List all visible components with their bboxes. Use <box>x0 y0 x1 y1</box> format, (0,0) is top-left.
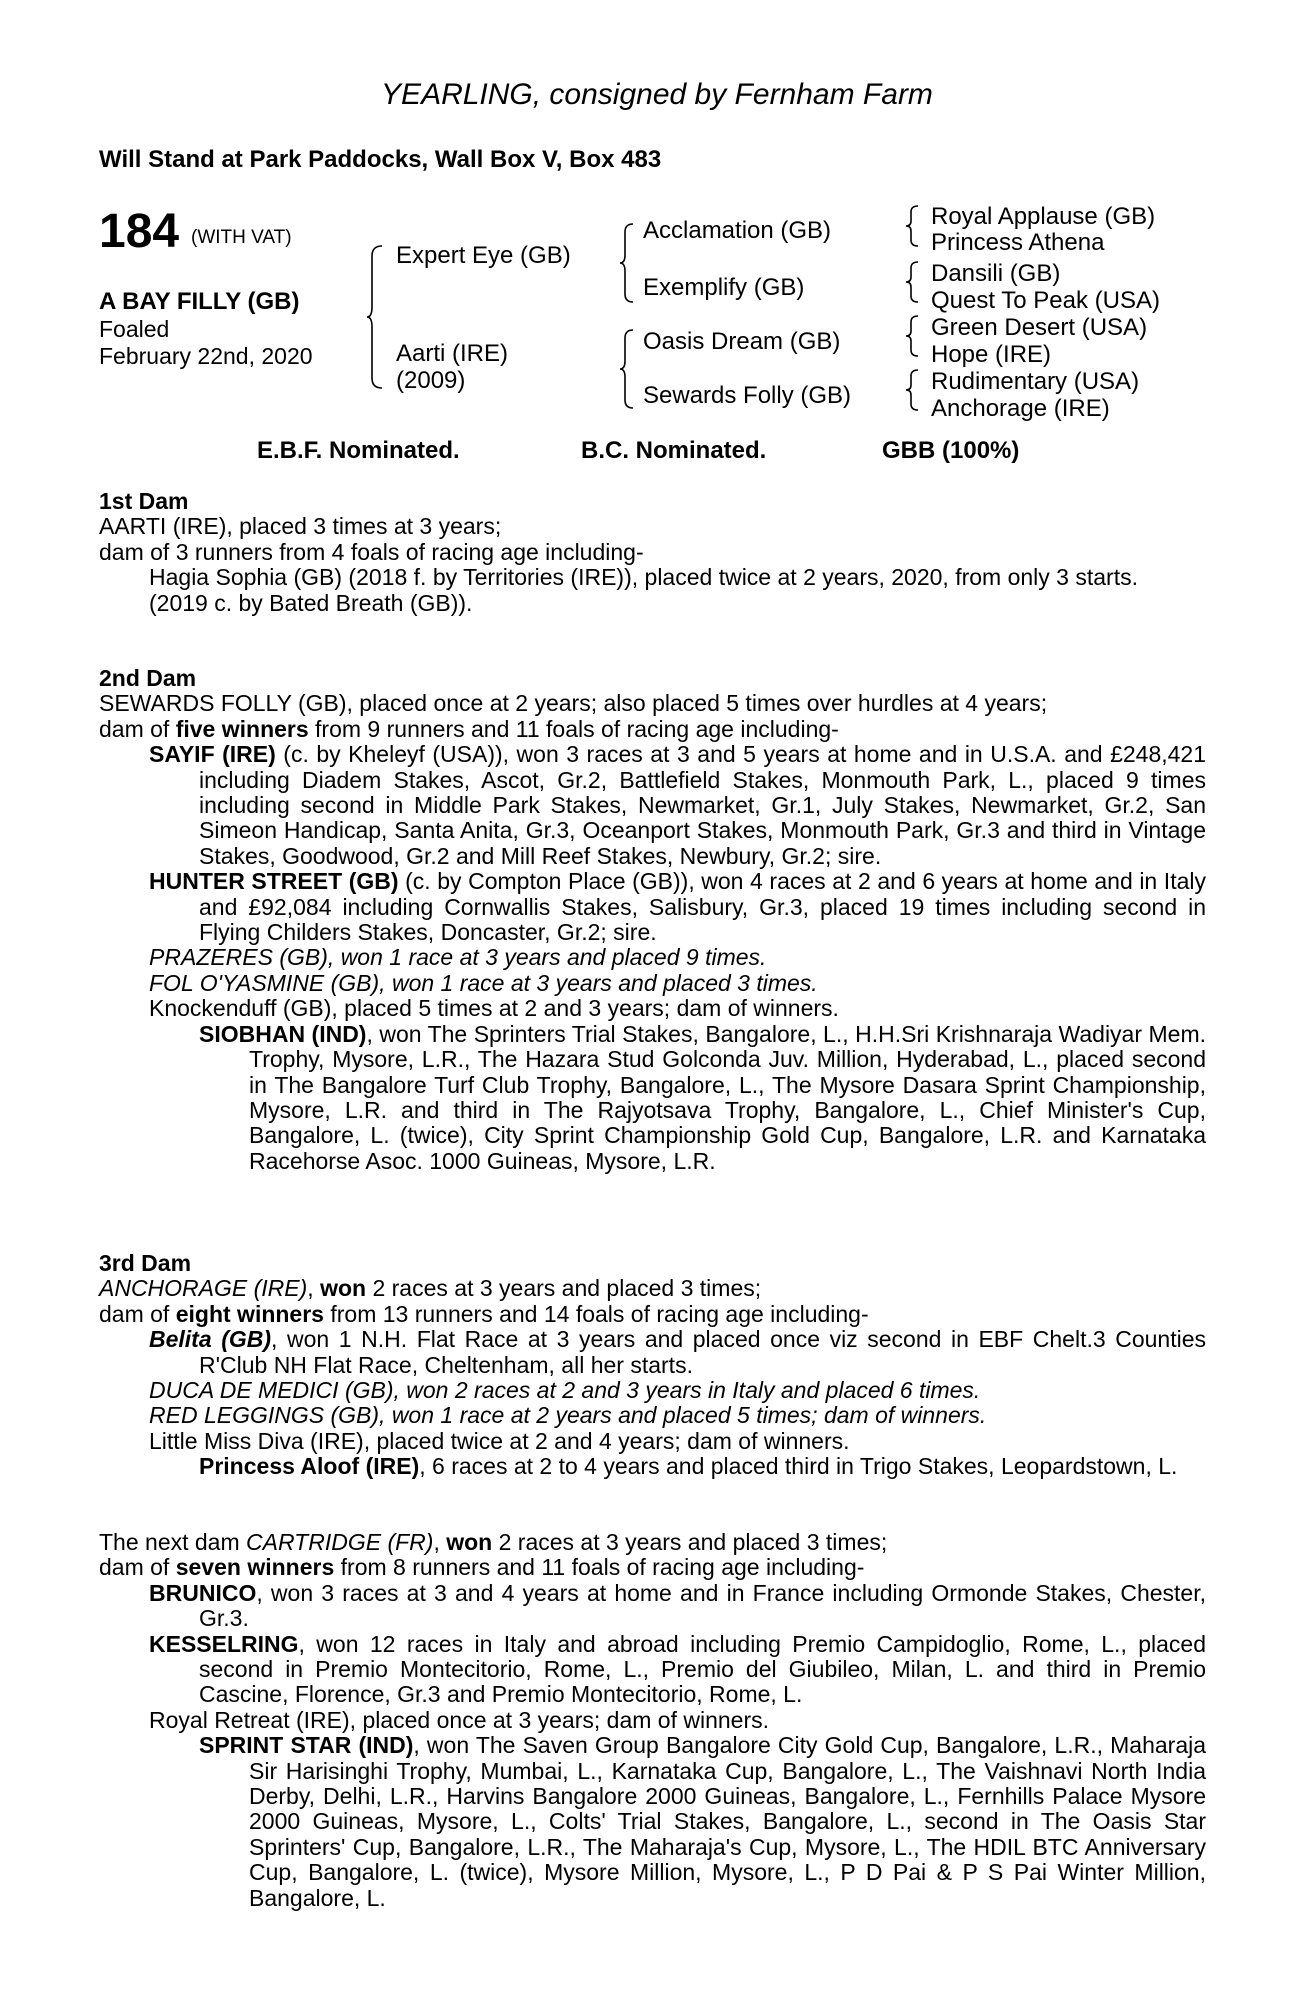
winners-count: seven winners <box>175 1554 335 1581</box>
horse-name: KESSELRING <box>149 1630 299 1657</box>
pedigree-g4: Quest To Peak (USA) <box>931 287 1160 314</box>
pedigree-brace-dam <box>619 328 637 410</box>
foaled-info <box>99 316 313 370</box>
horse-name: HUNTER STREET (GB) <box>149 868 399 895</box>
second-dam-line: SEWARDS FOLLY (GB), placed once at 2 years; also placed 5 times over hurdles at 4 years; <box>99 690 1048 717</box>
next-dam-line <box>99 1530 1206 1555</box>
pedigree-g6: Hope (IRE) <box>931 341 1052 368</box>
produce-entry-knockenduff: Knockenduff (GB), placed 5 times at 2 and 3 years; dam of winners. <box>149 995 839 1022</box>
foaled-date: February 22nd, 2020 <box>99 343 313 369</box>
pedigree-dam-sire: Oasis Dream (GB) <box>643 328 841 355</box>
produce-entry-sayif <box>149 741 1207 869</box>
pedigree-g3: Dansili (GB) <box>931 260 1061 287</box>
bc-nomination: B.C. Nominated. <box>581 437 767 464</box>
pedigree-sire-sire: Acclamation (GB) <box>643 217 832 244</box>
produce-entry-red-leggings: RED LEGGINGS (GB), won 1 race at 2 years and placed 5 times; dam of winners. <box>149 1402 987 1429</box>
stand-location: Will Stand at Park Paddocks, Wall Box V, Box 483 <box>99 146 662 173</box>
pedigree-brace-sire <box>619 222 637 304</box>
pedigree-brace-main <box>366 244 386 390</box>
third-dam-heading: 3rd Dam <box>99 1250 192 1276</box>
winners-count: eight winners <box>175 1300 324 1327</box>
race-record: , won 12 races in Italy and abroad including Premio Campidoglio, Rome, L., placed second in Premio Montecitorio, Rome, L., Premio del Giubileo, Milan, L. and third in Premio Cascine, Florence, Gr.3 and Premio Montecitorio, Rome, L. <box>199 1630 1206 1708</box>
produce-entry-fol-oyasmine: FOL O'YASMINE (GB), won 1 race at 3 years and placed 3 times. <box>149 969 818 996</box>
separator: , <box>307 1275 321 1302</box>
pedigree-g5: Green Desert (USA) <box>931 314 1148 341</box>
horse-name: SPRINT STAR (IND) <box>199 1732 414 1759</box>
produce-entry-princess-aloof <box>199 1453 1206 1480</box>
third-dam-section <box>99 1251 1206 1480</box>
pedigree-sire-dam: Exemplify (GB) <box>643 274 805 301</box>
second-dam-produce-summary <box>99 717 1206 742</box>
foaled-label: Foaled <box>99 316 170 342</box>
record-text: The next dam <box>99 1529 247 1555</box>
pedigree-g7: Rudimentary (USA) <box>931 368 1140 395</box>
pedigree-g8: Anchorage (IRE) <box>931 395 1110 422</box>
produce-entry-prazeres: PRAZERES (GB), won 1 race at 3 years and placed 9 times. <box>149 944 767 971</box>
produce-entry-brunico <box>149 1579 1206 1632</box>
race-record: , won 1 N.H. Flat Race at 3 years and placed once viz second in EBF Chelt.3 Counties R'Club NH Flat Race, Cheltenham, all her starts. <box>199 1326 1206 1378</box>
vat-note: (WITH VAT) <box>191 227 292 248</box>
horse-name: Princess Aloof (IRE) <box>199 1453 420 1480</box>
pedigree-g2: Princess Athena <box>931 229 1105 256</box>
first-dam-produce-1: Hagia Sophia (GB) (2018 f. by Territories (IRE)), placed twice at 2 years, 2020, from only 3 starts. <box>149 564 1138 591</box>
record-text: 2 races at 3 years and placed 3 times; <box>492 1529 888 1555</box>
pedigree-brace-g3 <box>905 314 921 358</box>
produce-entry-siobhan <box>199 1020 1206 1174</box>
horse-name: Belita (GB) <box>149 1326 272 1353</box>
produce-entry-kesselring <box>149 1630 1206 1708</box>
gbb-rating: GBB (100%) <box>882 437 1020 464</box>
record-text: 2 races at 3 years and placed 3 times; <box>366 1275 762 1302</box>
second-dam-section <box>99 666 1206 1174</box>
produce-entry-belita <box>149 1326 1206 1378</box>
race-record: , won The Saven Group Bangalore City Gold Cup, Bangalore, L.R., Maharaja Sir Harisinghi Trophy, Mumbai, L., Karnataka Cup, Bangalore, L., The Vaishnavi North India Derby, Delhi, L.R., Harvins Bangalore 2000 Guineas, Bangalore, L., Fernhills Palace Mysore 2000 Guineas, Mysore, L., Colts' Trial Stakes, Bangalore, L., second in The Oasis Star Sprinters' Cup, Bangalore, L.R., The Maharaja's Cup, Mysore, L., The HDIL BTC Anniversary Cup, Bangalore, L. (twice), Mysore Million, Mysore, L., P D Pai & P S Pai Winter Million, Bangalore, L. <box>249 1732 1207 1911</box>
pedigree-brace-g2 <box>905 260 921 304</box>
third-dam-line <box>99 1276 1206 1301</box>
ebf-nomination: E.B.F. Nominated. <box>257 437 460 464</box>
next-dam-produce-summary <box>99 1555 1206 1580</box>
first-dam-line: AARTI (IRE), placed 3 times at 3 years; <box>99 513 502 540</box>
horse-name: SAYIF (IRE) <box>149 741 276 768</box>
summary-text: dam of <box>99 715 176 742</box>
horse-name: SIOBHAN (IND) <box>199 1020 367 1047</box>
race-record: , won The Sprinters Trial Stakes, Bangalore, L., H.H.Sri Krishnaraja Wadiyar Mem. Trophy, Mysore, L.R., The Hazara Stud Golconda Juv. Million, Hyderabad, L., placed second in The Bangalore Turf Club Trophy, Bangalore, L., The Mysore Dasara Sprint Championship, Mysore, L.R. and third in The Rajyotsava Trophy, Bangalore, L., Chief Minister's Cup, Bangalore, L. (twice), City Sprint Championship Gold Cup, Bangalore, L.R. and Karnataka Racehorse Asoc. 1000 Guineas, Mysore, L.R. <box>249 1020 1206 1174</box>
summary-text: from 9 runners and 11 foals of racing age including- <box>308 715 839 742</box>
pedigree-g1: Royal Applause (GB) <box>931 203 1156 230</box>
produce-entry-duca-de-medici: DUCA DE MEDICI (GB), won 2 races at 2 and 3 years in Italy and placed 6 times. <box>149 1377 981 1404</box>
pedigree-dam-year: (2009) <box>396 367 466 394</box>
produce-entry-hunter-street <box>149 868 1206 946</box>
third-dam-produce-summary <box>99 1302 1206 1327</box>
second-dam-heading: 2nd Dam <box>99 665 197 691</box>
produce-entry-little-miss-diva: Little Miss Diva (IRE), placed twice at 2 and 4 years; dam of winners. <box>149 1427 850 1454</box>
first-dam-produce-summary: dam of 3 runners from 4 foals of racing age including- <box>99 538 644 565</box>
pedigree-brace-g4 <box>905 368 921 412</box>
race-record: , won 3 races at 3 and 4 years at home and in France including Ormonde Stakes, Chester, Gr.3. <box>199 1579 1206 1632</box>
summary-text: dam of <box>99 1300 176 1327</box>
summary-text: dam of <box>99 1554 176 1581</box>
pedigree-dam: Aarti (IRE) <box>396 340 509 367</box>
pedigree-brace-g1 <box>905 204 921 248</box>
horse-description: A BAY FILLY (GB) <box>99 288 300 315</box>
consignment-line: YEARLING, consigned by Fernham Farm <box>381 78 933 111</box>
horse-name: BRUNICO <box>149 1579 257 1606</box>
race-record: (c. by Kheleyf (USA)), won 3 races at 3 and 5 years at home and in U.S.A. and £248,421 including Diadem Stakes, Ascot, Gr.2, Battlefield Stakes, Monmouth Park, L., placed 9 times including second in Middle Park Stakes, Newmarket, Gr.1, July Stakes, Newmarket, Gr.2, San Simeon Handicap, Santa Anita, Gr.3, Oceanport Stakes, Monmouth Park, Gr.3 and third in Vintage Stakes, Goodwood, Gr.2 and Mill Reef Stakes, Newbury, Gr.2; sire. <box>199 741 1207 869</box>
produce-entry-royal-retreat: Royal Retreat (IRE), placed once at 3 years; dam of winners. <box>149 1706 770 1733</box>
summary-text: from 13 runners and 14 foals of racing age including- <box>323 1300 869 1327</box>
first-dam-heading: 1st Dam <box>99 488 189 514</box>
dam-name: CARTRIDGE (FR) <box>246 1529 434 1555</box>
won-word: won <box>320 1275 367 1302</box>
race-record: , 6 races at 2 to 4 years and placed third in Trigo Stakes, Leopardstown, L. <box>419 1453 1178 1480</box>
separator: , <box>433 1529 447 1555</box>
lot-number: 184 <box>99 205 180 258</box>
dam-name: ANCHORAGE (IRE) <box>99 1275 308 1302</box>
pedigree-sire: Expert Eye (GB) <box>396 242 571 269</box>
first-dam-section <box>99 489 1206 616</box>
race-record: (c. by Compton Place (GB)), won 4 races at 2 and 6 years at home and in Italy and £92,084 including Cornwallis Stakes, Salisbury, Gr.3, placed 19 times including second in Flying Childers Stakes, Doncaster, Gr.2; sire. <box>199 868 1206 946</box>
won-word: won <box>446 1529 493 1555</box>
first-dam-produce-2: (2019 c. by Bated Breath (GB)). <box>149 589 473 616</box>
next-dam-section <box>99 1530 1206 1911</box>
pedigree-dam-dam: Sewards Folly (GB) <box>643 382 852 409</box>
produce-entry-sprint-star <box>199 1732 1207 1911</box>
winners-count: five winners <box>175 715 309 742</box>
summary-text: from 8 runners and 11 foals of racing age including- <box>334 1554 865 1581</box>
